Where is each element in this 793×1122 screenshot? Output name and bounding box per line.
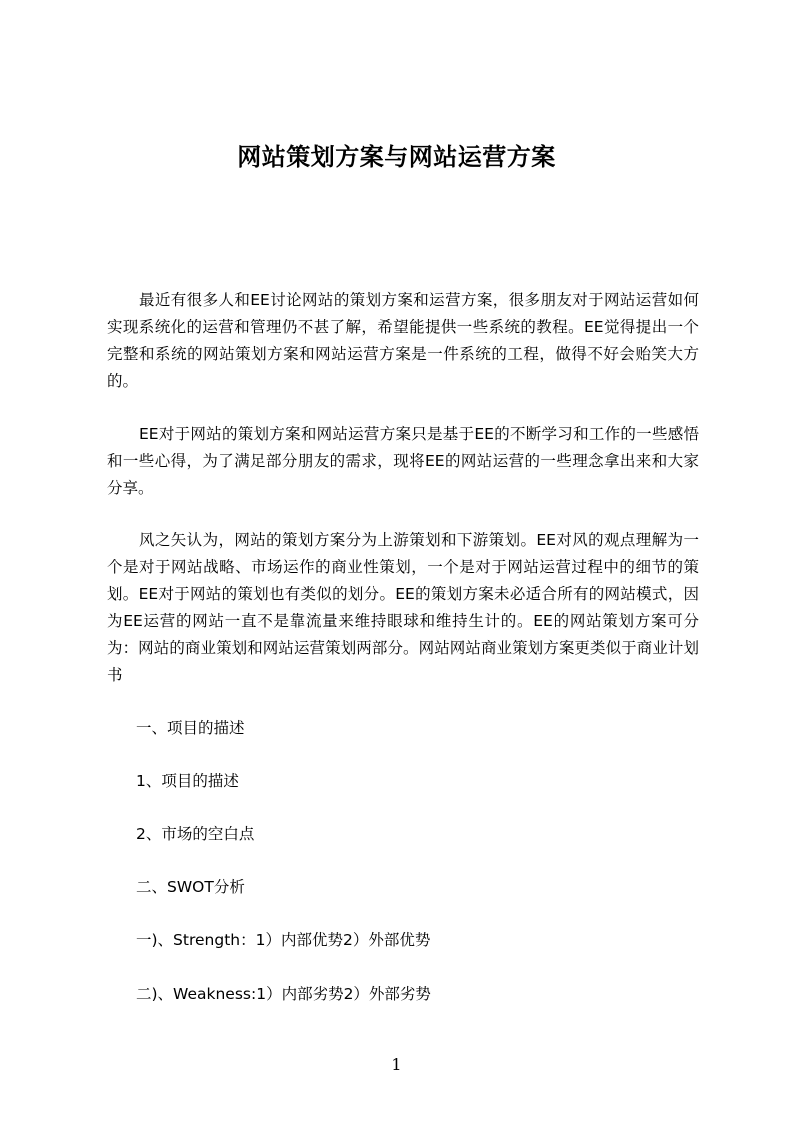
intro-paragraph: 最近有很多人和EE讨论网站的策划方案和运营方案，很多朋友对于网站运营如何实现系统化的运营和管理仍不甚了解，希望能提供一些系统的教程。EE觉得提出一个完整和系统的网站策划方案和网站运营方案是一件系统的工程，做得不好会贻笑大方的。 [107,291,699,390]
purpose-paragraph: EE对于网站的策划方案和网站运营方案只是基于EE的不断学习和工作的一些感悟和一些心得，为了满足部分朋友的需求，现将EE的网站运营的一些理念拿出来和大家分享。 [107,425,699,497]
outline-item-strength: 一)、Strength：1）内部优势2）外部优势 [136,931,431,949]
outline-heading-swot: 二、SWOT分析 [136,878,245,896]
outline-heading-project: 一、项目的描述 [136,719,245,737]
outline-item-weakness: 二)、Weakness:1）内部劣势2）外部劣势 [136,985,431,1003]
outline-item-project-description: 1、项目的描述 [136,772,239,790]
document-title: 网站策划方案与网站运营方案 [237,143,556,171]
planning-paragraph: 风之矢认为，网站的策划方案分为上游策划和下游策划。EE对风的观点理解为一个是对于网站战略、市场运作的商业性策划，一个是对于网站运营过程中的细节的策划。EE对于网站的策划也有类似的划分。EE的策划方案未必适合所有的网站模式，因为EE运营的网站一直不是靠流量来维持眼球和维持生计的。EE的网站策划方案可分为：网站的商业策划和网站运营策划两部分。网站网站商业策划方案更类似于商业计划书 [107,531,699,684]
page-number: 1 [391,1055,402,1074]
outline-item-market-gap: 2、市场的空白点 [136,825,255,843]
